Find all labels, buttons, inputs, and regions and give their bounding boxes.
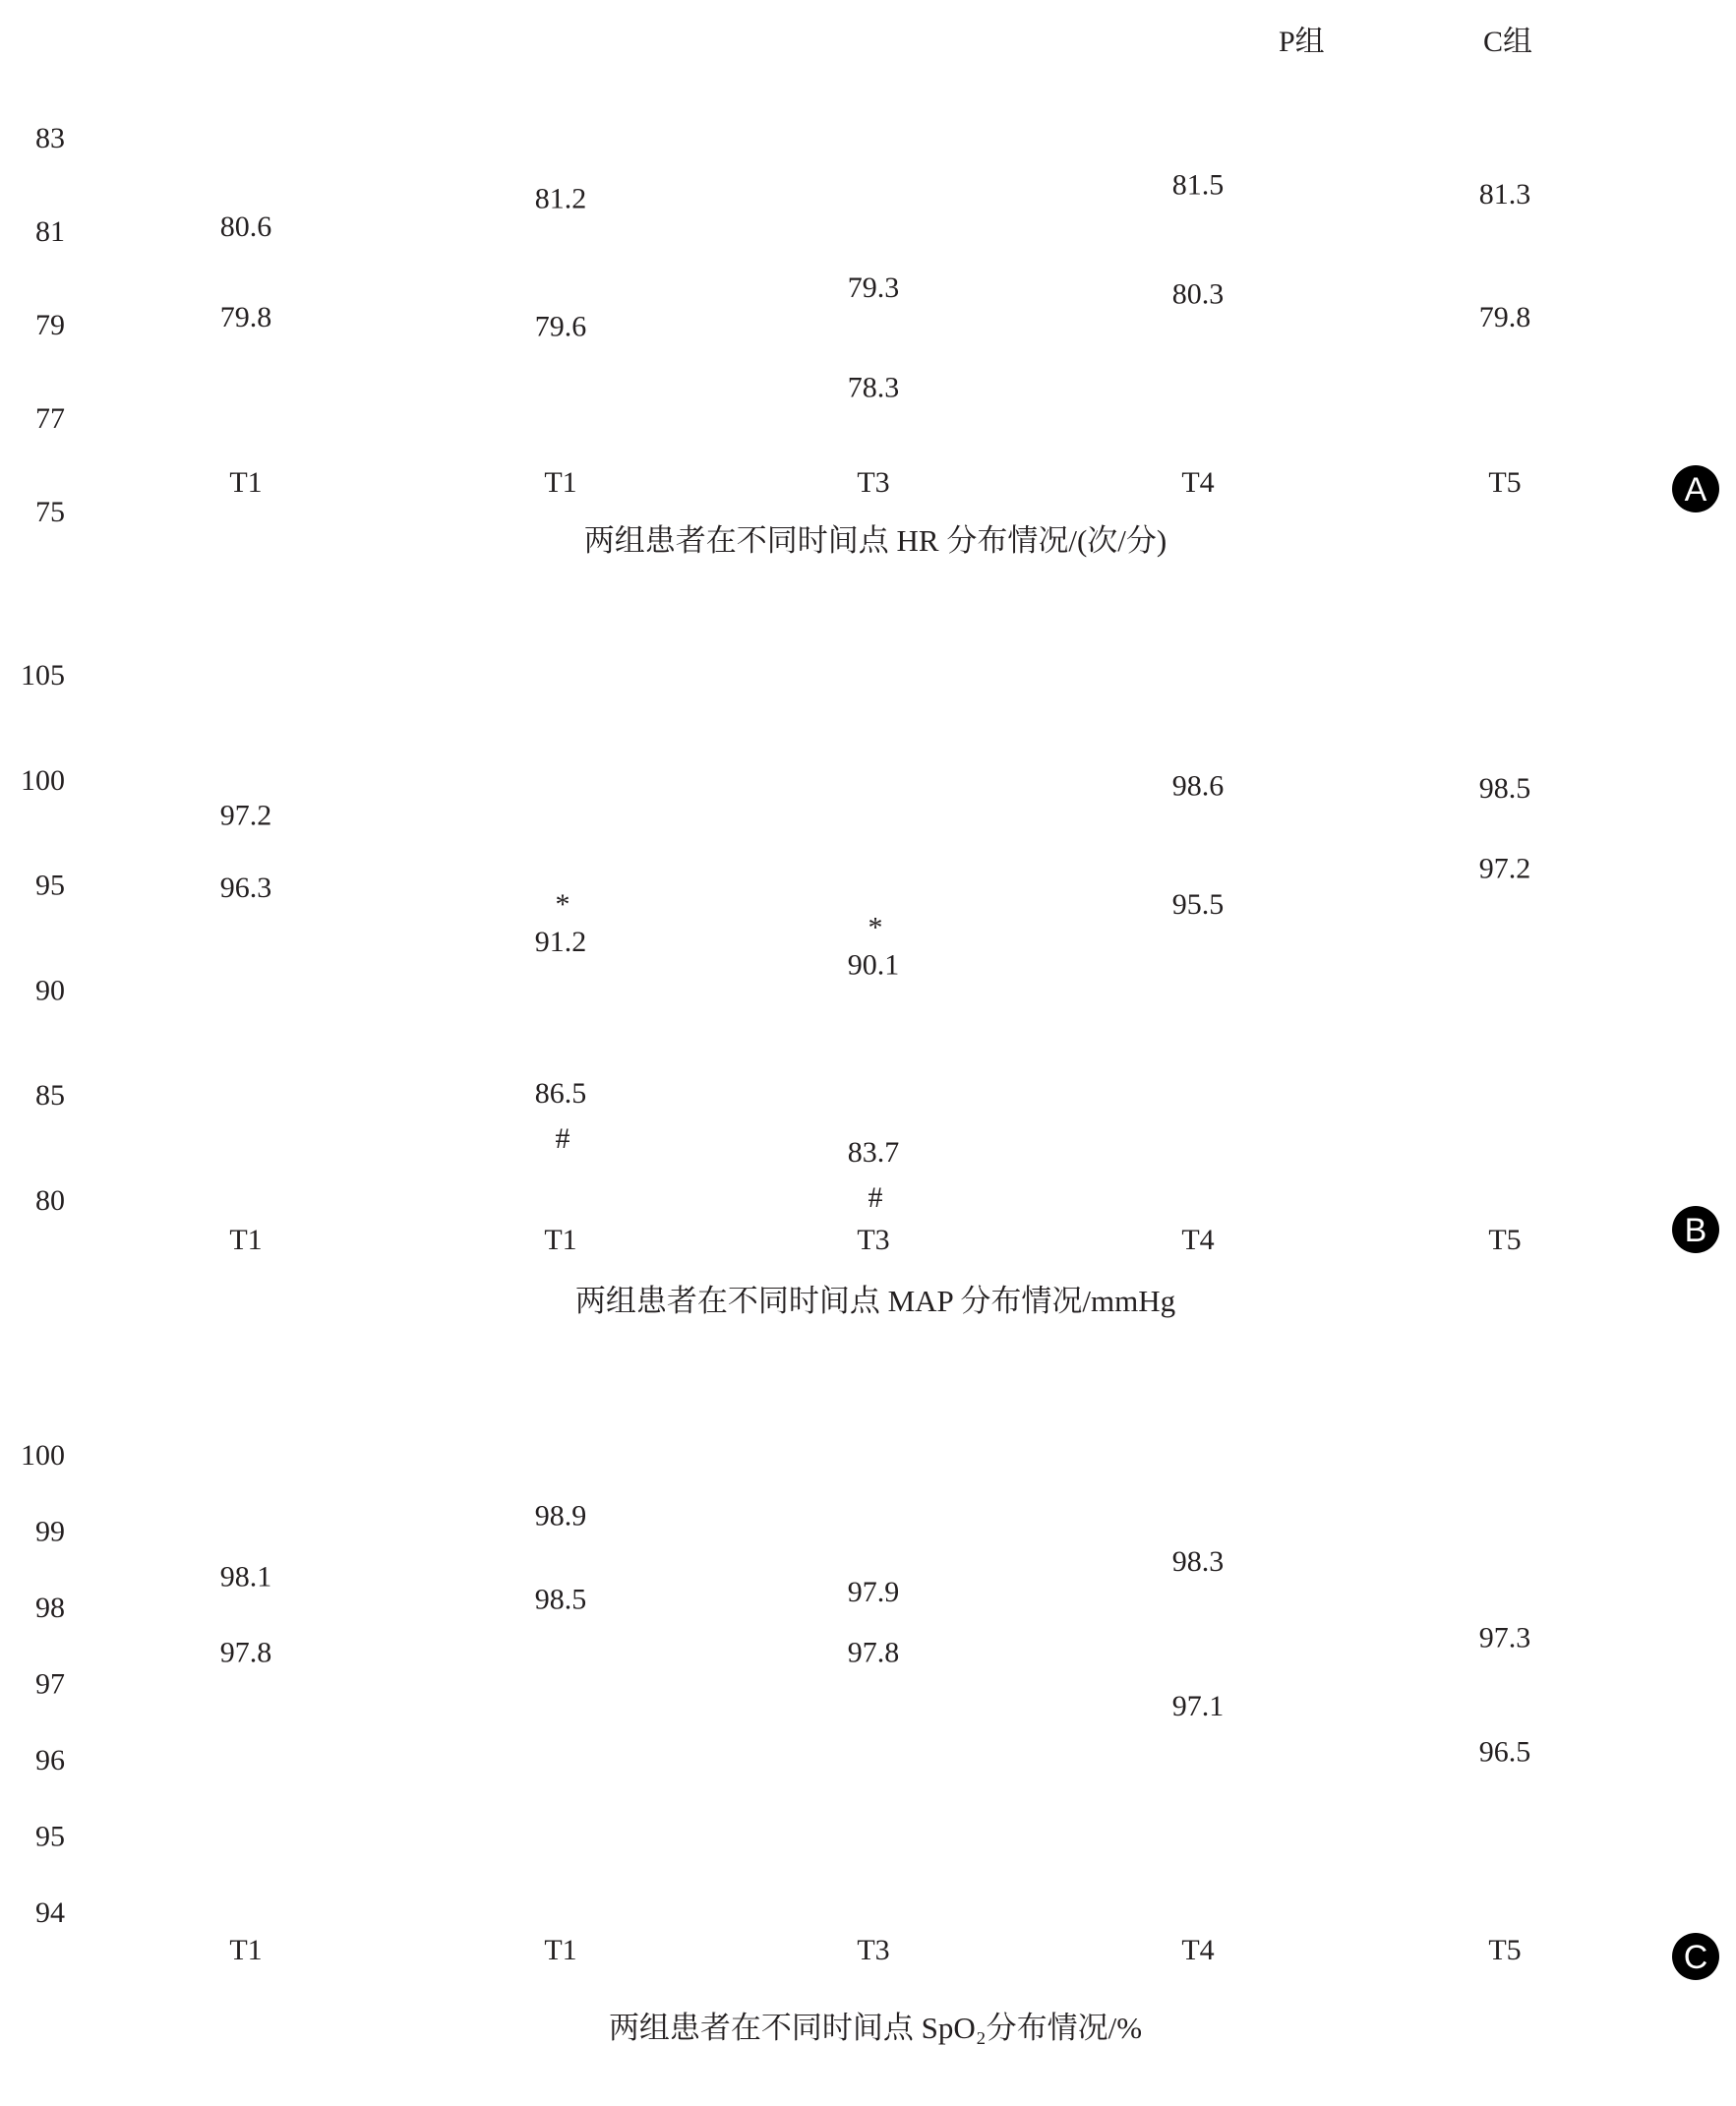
y-tick-label: 105 — [21, 659, 65, 692]
significance-asterisk: * — [868, 911, 883, 944]
y-tick-label: 83 — [35, 122, 65, 154]
x-tick-label: T5 — [1488, 1224, 1522, 1256]
x-tick-label: T4 — [1181, 1224, 1215, 1256]
x-tick-label: T1 — [229, 1224, 263, 1256]
data-label: 81.2 — [534, 182, 587, 215]
data-label: 96.5 — [1478, 1735, 1531, 1769]
y-tick-label: 97 — [35, 1667, 65, 1701]
data-label: 91.2 — [534, 925, 587, 958]
y-tick-label: 100 — [21, 1439, 65, 1472]
x-tick-label: T3 — [857, 1934, 890, 1966]
x-tick-label: T1 — [229, 1934, 263, 1966]
x-tick-label: T5 — [1488, 466, 1522, 499]
x-tick-label: T1 — [544, 1934, 577, 1966]
x-tick-label: T3 — [857, 466, 890, 499]
panel-badge-label: B — [1684, 1212, 1707, 1249]
data-label: 90.1 — [847, 948, 900, 982]
data-label: 96.3 — [219, 871, 272, 904]
data-label: 86.5 — [534, 1077, 587, 1111]
data-label: 97.1 — [1171, 1689, 1225, 1722]
panel-b — [21, 659, 1719, 1318]
data-label: 79.8 — [219, 301, 272, 333]
x-tick-label: T1 — [544, 466, 577, 499]
data-label: 95.5 — [1171, 887, 1225, 921]
y-tick-label: 77 — [35, 402, 65, 435]
y-tick-label: 99 — [35, 1515, 65, 1548]
data-label: 80.3 — [1171, 277, 1225, 311]
y-tick-label: 85 — [35, 1079, 65, 1113]
y-tick-label: 90 — [35, 974, 65, 1007]
panel-badge-label: C — [1683, 1939, 1708, 1976]
data-label: 83.7 — [847, 1135, 900, 1169]
y-tick-label: 75 — [35, 496, 65, 528]
panel-caption: 两组患者在不同时间点 HR 分布情况/(次/分) — [583, 523, 1167, 558]
panel-badge-c — [1672, 1933, 1719, 1980]
data-label: 81.5 — [1171, 168, 1225, 202]
y-tick-label: 98 — [35, 1592, 65, 1624]
panel-caption: 两组患者在不同时间点 SpO₂分布情况/% — [608, 2011, 1143, 2045]
data-label: 98.6 — [1171, 769, 1225, 803]
y-tick-label: 94 — [35, 1896, 65, 1929]
y-tick-label: 79 — [35, 309, 65, 341]
data-label: 78.3 — [847, 371, 900, 404]
x-tick-label: T1 — [229, 466, 263, 499]
panel-badge-label: A — [1684, 471, 1707, 509]
significance-asterisk: * — [555, 887, 570, 921]
x-tick-label: T1 — [544, 1224, 577, 1256]
data-label: 98.5 — [1478, 771, 1531, 805]
data-label: 98.9 — [534, 1499, 587, 1533]
legend-item-2: C组 — [1483, 26, 1533, 58]
data-label: 97.2 — [1478, 852, 1531, 885]
data-label: 98.1 — [219, 1560, 272, 1594]
data-label: 79.8 — [1478, 301, 1531, 333]
y-tick-label: 81 — [35, 215, 65, 248]
data-label: 98.5 — [534, 1583, 587, 1616]
legend — [1279, 26, 1532, 58]
x-tick-label: T4 — [1181, 1934, 1215, 1966]
panel-c — [21, 1439, 1719, 2045]
x-tick-label: T3 — [857, 1224, 890, 1256]
x-tick-label: T5 — [1488, 1934, 1522, 1966]
y-tick-label: 100 — [21, 763, 65, 797]
y-tick-label: 95 — [35, 869, 65, 902]
data-label: 97.9 — [847, 1575, 900, 1608]
data-label: 97.3 — [1478, 1621, 1531, 1655]
y-tick-label: 96 — [35, 1744, 65, 1776]
panels — [21, 122, 1719, 2045]
data-label: 97.2 — [219, 799, 272, 832]
data-label: 80.6 — [219, 211, 272, 243]
y-tick-label: 95 — [35, 1820, 65, 1853]
legend-item-1: P组 — [1279, 26, 1325, 58]
panel-a — [35, 122, 1719, 558]
data-label: 79.6 — [534, 310, 587, 343]
significance-hash: # — [868, 1180, 883, 1214]
data-label: 97.8 — [847, 1636, 900, 1669]
panel-caption: 两组患者在不同时间点 MAP 分布情况/mmHg — [574, 1284, 1176, 1318]
panel-badge-a — [1672, 465, 1719, 512]
significance-hash: # — [555, 1122, 570, 1156]
data-label: 79.3 — [847, 271, 900, 304]
data-label: 97.8 — [219, 1636, 272, 1669]
y-tick-label: 80 — [35, 1184, 65, 1217]
data-label: 98.3 — [1171, 1544, 1225, 1578]
x-tick-label: T4 — [1181, 466, 1215, 499]
panel-badge-b — [1672, 1206, 1719, 1253]
data-label: 81.3 — [1478, 177, 1531, 211]
